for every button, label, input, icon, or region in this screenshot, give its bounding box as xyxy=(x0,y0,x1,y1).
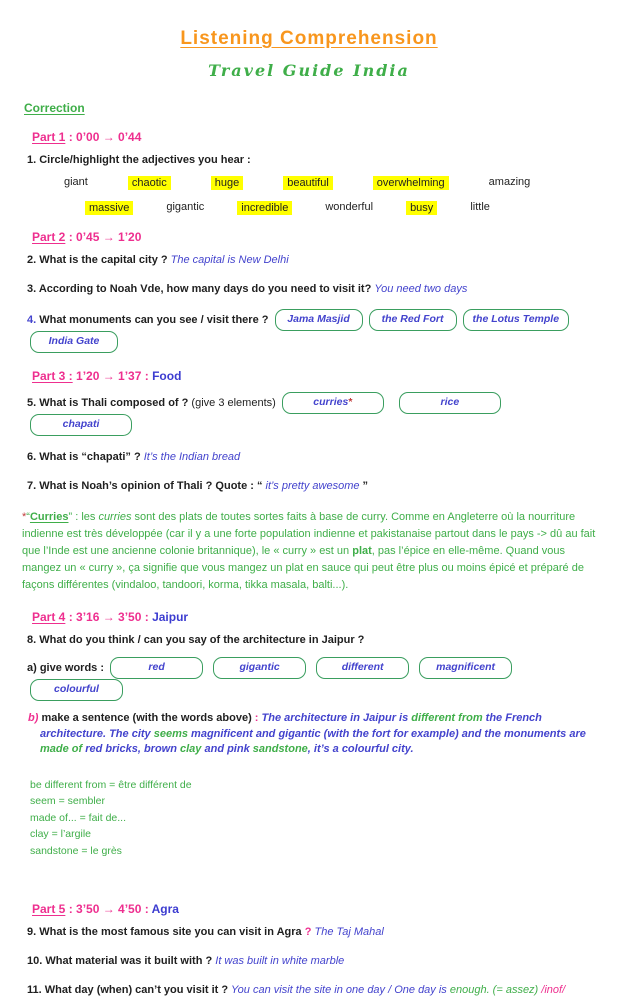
question-9-qmark: ? xyxy=(304,926,312,938)
answer-8b-segment: the French architecture. The city xyxy=(40,712,542,740)
part-3-label: Part 3 : xyxy=(32,369,73,383)
footnote-asterisk: * xyxy=(22,511,27,523)
question-9-text: 9. What is the most famous site you can visit in Agra xyxy=(27,926,305,938)
question-7-text: 7. What is Noah’s opinion of Thali ? Quote : xyxy=(27,480,254,492)
curries-footnote xyxy=(22,509,596,594)
question-6 xyxy=(27,450,618,465)
question-2 xyxy=(27,253,618,268)
part-2-time: : 0’45 → 1’20 xyxy=(65,230,142,244)
part-3-topic: Food xyxy=(152,369,182,383)
answer-11-blue: You can visit the site in one day / One day is xyxy=(228,984,450,996)
answer-box: the Lotus Temple xyxy=(463,309,570,331)
answer-8b-segment: sandstone xyxy=(252,743,308,755)
part-1-label: Part 1 xyxy=(32,130,66,144)
adjective-word-highlighted: huge xyxy=(211,176,243,190)
part-1-heading xyxy=(32,130,618,144)
part-4-time: : 3’16 → 3’50 : xyxy=(65,610,153,624)
answer-box: red xyxy=(110,657,203,679)
adjective-word-highlighted: incredible xyxy=(237,201,292,215)
answer-8b-segment: seems xyxy=(153,727,188,740)
part-4-label: Part 4 xyxy=(32,610,66,624)
vocab-item: seem = sembler xyxy=(30,795,105,807)
answer-box: rice xyxy=(399,392,501,414)
answer-8b-segment: different from xyxy=(411,712,483,724)
adjective-word: little xyxy=(470,201,490,213)
question-8: 8. What do you think / can you say of the architecture in Jaipur ? xyxy=(27,634,365,646)
answer-box: magnificent xyxy=(419,657,512,679)
question-3-text: 3. According to Noah Vde, how many days do you need to visit it? xyxy=(27,283,372,295)
question-2-text: 2. What is the capital city ? xyxy=(27,254,168,266)
footnote-seg2: sont des plats de toutes sortes faits à base de curry. Comme en Angleterre où la nourriture indienne est très développée (car il y a une forte population indienne et pakistanaise partout dans le pays -> dû au fait que l’Inde est une ancienne colonie britannique), le « curry » est un xyxy=(22,511,596,557)
answer-box-text: curries xyxy=(313,396,349,408)
part-5-time: : 3’50 → 4’50 : xyxy=(65,902,152,916)
part-3-time: 1’20 → 1’37 : xyxy=(72,369,153,383)
answer-8b-segment: , it’s a colourful city. xyxy=(307,743,414,755)
part-3-heading xyxy=(32,369,618,383)
adjective-word: gigantic xyxy=(166,201,205,213)
vocabulary-list xyxy=(30,777,618,860)
question-1: 1. Circle/highlight the adjectives you hear : xyxy=(27,154,251,166)
part-4-topic: Jaipur xyxy=(152,610,189,624)
answer-box: chapati xyxy=(30,414,132,436)
adjective-row-2 xyxy=(85,201,618,215)
page-subtitle: Travel Guide India xyxy=(208,61,410,80)
answer-8b-segment: red bricks, brown xyxy=(82,743,180,755)
answer-8b-segment: made of xyxy=(40,743,83,755)
answer-box: the Red Fort xyxy=(369,309,457,331)
adjective-word-highlighted: overwhelming xyxy=(373,176,449,190)
question-8a-label: a) give words : xyxy=(27,661,105,674)
answer-box xyxy=(282,392,384,414)
question-11-text: 11. What day (when) can’t you visit it ? xyxy=(27,984,229,996)
question-8b xyxy=(28,711,596,758)
page-title: Listening Comprehension xyxy=(180,28,438,49)
part-1-time: : 0’00 → 0’44 xyxy=(65,130,142,144)
answer-10: It was built in white marble xyxy=(212,955,345,967)
answer-box: Jama Masjid xyxy=(275,309,363,331)
answer-3: You need two days xyxy=(374,283,468,295)
adjective-word-highlighted: busy xyxy=(406,201,437,215)
footnote-bold: plat xyxy=(352,545,372,557)
adjective-word: wonderful xyxy=(325,201,374,213)
answer-9: The Taj Mahal xyxy=(311,926,384,938)
part-5-topic: Agra xyxy=(151,902,179,916)
adjective-row-1 xyxy=(64,176,618,190)
adjective-word-highlighted: chaotic xyxy=(128,176,171,190)
footnote-italic: curries xyxy=(98,511,132,523)
part-2-heading xyxy=(32,230,618,244)
adjective-word: giant xyxy=(64,176,88,188)
answer-11-green: enough. (= assez) xyxy=(449,984,539,996)
answer-8b-segment: and pink xyxy=(201,743,253,755)
question-10 xyxy=(27,954,618,969)
question-4 xyxy=(27,309,618,353)
question-5-text: 5. What is Thali composed of ? xyxy=(27,396,189,409)
vocab-item: clay = l’argile xyxy=(30,828,91,840)
question-8b-text: make a sentence (with the words above) xyxy=(38,712,252,724)
question-6-text: 6. What is “chapati” ? xyxy=(27,451,141,463)
question-10-text: 10. What material was it built with ? xyxy=(27,955,213,967)
correction-label: Correction xyxy=(24,101,85,115)
question-8a xyxy=(27,657,618,701)
question-11 xyxy=(27,983,618,998)
part-5-label: Part 5 xyxy=(32,902,66,916)
question-4-text: What monuments can you see / visit there ? xyxy=(36,313,269,326)
answer-8b-segment: The architecture in Jaipur is xyxy=(261,712,412,724)
question-5 xyxy=(27,392,618,436)
adjective-word: amazing xyxy=(488,176,531,188)
footnote-openquote: “ xyxy=(26,511,30,523)
answer-2: The capital is New Delhi xyxy=(170,254,289,266)
part-5-heading xyxy=(32,902,618,916)
vocab-item: made of... = fait de... xyxy=(30,811,127,824)
footnote-seg1: ” : les xyxy=(68,511,99,523)
question-8b-colon: : xyxy=(251,712,262,724)
answer-8b-segment: clay xyxy=(180,743,202,755)
quote-open: “ xyxy=(253,480,266,492)
answer-box: colourful xyxy=(30,679,123,701)
question-9 xyxy=(27,925,618,940)
footnote-term: Curries xyxy=(29,511,69,523)
answer-7: it’s pretty awesome xyxy=(265,480,360,492)
answer-box: different xyxy=(316,657,409,679)
answer-box: gigantic xyxy=(213,657,306,679)
question-3 xyxy=(27,282,618,297)
adjective-word-highlighted: massive xyxy=(85,201,133,215)
answer-box: India Gate xyxy=(30,331,118,353)
part-2-label: Part 2 xyxy=(32,230,66,244)
footnote-seg3: , pas l’épice en elle-même. Quand vous mangez un « curry », ça signifie que vous mangez un plat en sauce qui peut être plus ou moins épicé et préparé de façons différentes (vindaloo, tandoori, korma, tikka masala, balti...). xyxy=(22,545,584,591)
question-8b-label: b) xyxy=(28,712,39,724)
answer-11-pink: /inof/ xyxy=(538,984,566,996)
adjective-word-highlighted: beautiful xyxy=(283,176,333,190)
answer-8b-segment: magnificent and gigantic (with the fort for example) and the monuments are xyxy=(187,727,586,740)
question-7 xyxy=(27,479,618,494)
vocab-item: be different from = être différent de xyxy=(30,778,192,791)
question-5-hint: (give 3 elements) xyxy=(188,396,276,409)
question-4-number: 4. xyxy=(27,313,37,326)
answer-6: It’s the Indian bread xyxy=(140,451,241,463)
vocab-item: sandstone = le grès xyxy=(30,844,122,857)
footnote-asterisk: * xyxy=(348,396,353,408)
part-4-heading xyxy=(32,610,618,624)
quote-close: ” xyxy=(359,480,369,492)
